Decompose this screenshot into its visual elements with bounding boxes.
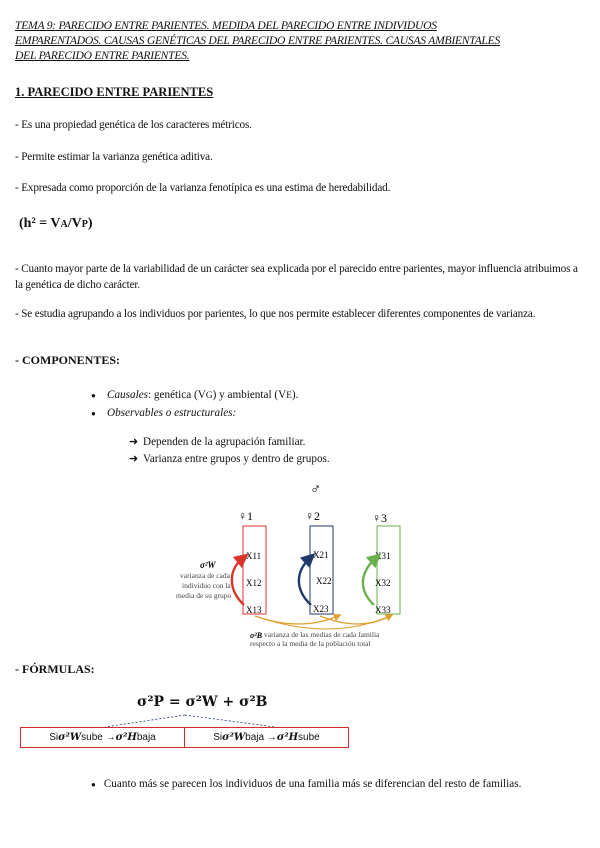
family-label-1: ♀1: [238, 509, 253, 523]
final-bullet: ● Cuanto más se parecen los individuos de una familia más se diferencian del resto de familias.: [91, 778, 521, 790]
document-title: TEMA 9: PARECIDO ENTRE PARIENTES. MEDIDA DEL PARECIDO ENTRE INDIVIDUOS EMPARENTADOS. CAUSAS GENÉTICAS DEL PARECIDO ENTRE PARIENTES. CAUSAS AMBIENTALES DEL PARECIDO ENTRE PARIENTES.: [15, 19, 500, 62]
paragraph-1: - Es una propiedad genética de los caracteres métricos.: [15, 119, 252, 131]
list-item: ● Causales: genética (VG) y ambiental (VE).: [91, 387, 298, 405]
document-page: [15, 18, 585, 790]
components-list: [91, 387, 298, 422]
family-label-2: ♀2: [305, 509, 320, 523]
list-item: ● Observables o estructurales:: [91, 405, 298, 422]
cell-x11: X11: [246, 551, 262, 561]
paragraph-5: - Se estudia agrupando a los individuos por parientes, lo que nos permite establecer diferentes componentes de varianza.: [15, 308, 536, 320]
within-text-3: media de su grupo: [176, 591, 232, 600]
paragraph-3: - Expresada como proporción de la varianza fenotípica es una estima de heredabilidad.: [15, 182, 391, 194]
variance-equation: σ²P = σ²W + σ²B: [137, 694, 268, 710]
equation-connector: [95, 714, 295, 728]
family-box-3: [377, 526, 400, 614]
male-symbol: ♂: [310, 482, 322, 498]
cell-x21: X21: [313, 550, 329, 560]
family-label-3: ♀3: [372, 511, 387, 525]
family-box-1: [243, 526, 266, 614]
cell-x33: X33: [375, 605, 391, 615]
cell-x12: X12: [246, 578, 262, 588]
formulas-heading: - FÓRMULAS:: [15, 662, 95, 676]
between-text-1: varianza de las medias de cada familia: [264, 630, 380, 639]
cell-x13: X13: [246, 605, 262, 615]
arrow-icon: ➜: [129, 453, 139, 465]
cell-x31: X31: [375, 551, 391, 561]
within-symbol: σ²W: [200, 560, 216, 570]
within-text-2: individuo con la: [182, 581, 231, 590]
cell-x23: X23: [313, 604, 329, 614]
cell-x22: X22: [316, 576, 332, 586]
within-arrow-1: [232, 558, 244, 605]
components-heading: - COMPONENTES:: [15, 353, 120, 367]
list-item: ➜ Varianza entre grupos y dentro de grupos.: [129, 451, 330, 468]
family-variance-diagram: [140, 480, 450, 648]
variance-box: [20, 727, 349, 748]
section-heading: 1. PARECIDO ENTRE PARIENTES: [15, 85, 214, 99]
paragraph-4: - Cuanto mayor parte de la variabilidad de un carácter sea explicada por el parecido entre parientes, mayor influencia atribuimos a la genética de dicho carácter.: [15, 263, 578, 291]
arrow-icon: ➜: [129, 436, 139, 448]
between-text-2: respecto a la media de la población total: [250, 639, 371, 648]
within-text-1: varianza de cada: [180, 571, 230, 580]
box-left: Si σ²W sube → σ²H baja: [49, 732, 156, 743]
box-right: Si σ²W baja → σ²H sube: [184, 728, 348, 747]
between-symbol: σ²B: [250, 631, 263, 640]
list-item: ➜ Dependen de la agrupación familiar.: [129, 434, 330, 451]
paragraph-2: - Permite estimar la varianza genética aditiva.: [15, 151, 213, 163]
arrow-list: [129, 434, 330, 468]
cell-x32: X32: [375, 578, 391, 588]
heritability-formula: (h² = VA/VP): [19, 216, 93, 231]
within-arrow-2: [299, 558, 311, 605]
family-box-2: [310, 526, 333, 614]
